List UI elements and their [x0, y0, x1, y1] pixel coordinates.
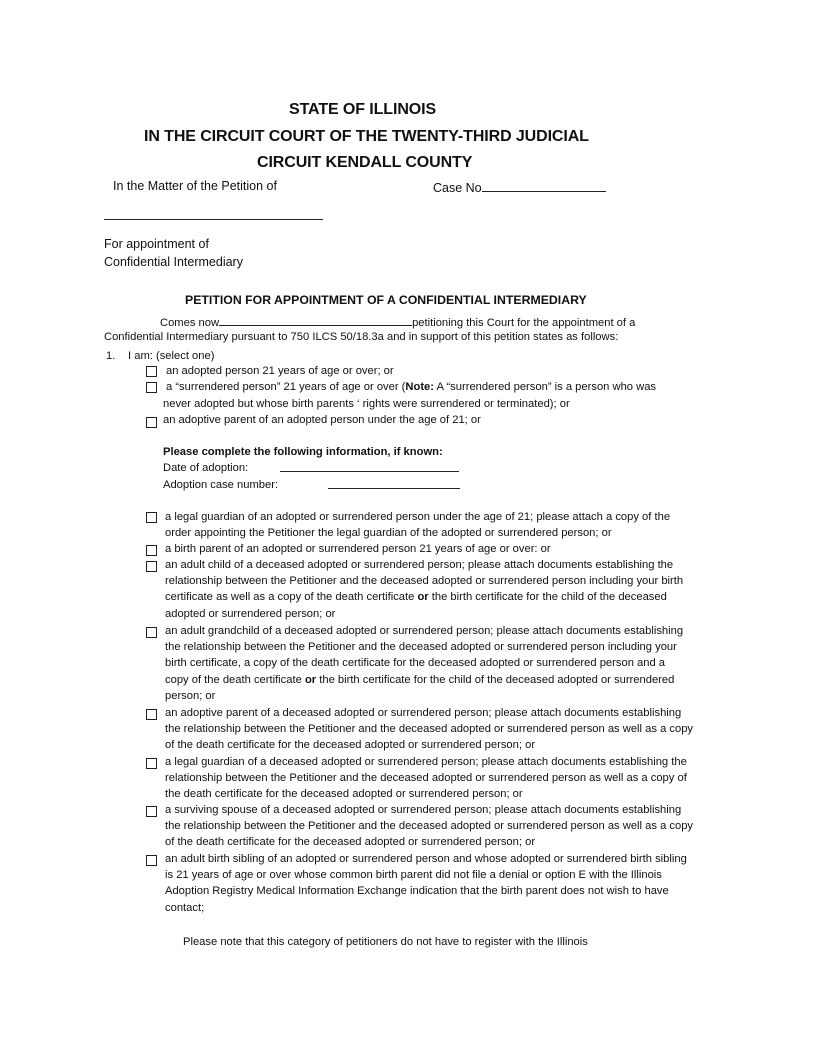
line: the relationship between the Petitioner and the deceased adopted or surrendered person including your: [165, 641, 677, 654]
option-adopted-person-checkbox[interactable]: [146, 366, 157, 377]
adoption-case-number-label: Adoption case number:: [163, 479, 279, 491]
option-surrendered-person-text: [166, 379, 656, 395]
option-legal-guardian-deceased-checkbox[interactable]: [146, 758, 157, 769]
line: [165, 589, 755, 605]
option-legal-guardian-text: [165, 509, 755, 541]
line: person; or: [165, 689, 216, 702]
option-adoptive-parent-deceased-checkbox[interactable]: [146, 709, 157, 720]
text: certificate as well as a copy of the death certificate: [165, 591, 418, 604]
line: adopted or surrendered person; or: [165, 607, 336, 620]
line: an adult child of a deceased adopted or surrendered person; please attach documents establishing the: [165, 559, 674, 571]
court-heading-line1: IN THE CIRCUIT COURT OF THE TWENTY-THIRD JUDICIAL: [144, 128, 589, 145]
option-adoptive-parent-checkbox[interactable]: [146, 417, 157, 428]
date-of-adoption-line[interactable]: [280, 471, 459, 472]
option-birth-parent-text: [165, 541, 755, 557]
text: copy of the death certificate: [165, 673, 305, 686]
for-appointment-label: For appointment of: [104, 237, 209, 251]
or-emphasis: or: [304, 673, 317, 686]
line: an adoptive parent of a deceased adopted or surrendered person; please attach documents establishing: [165, 707, 682, 719]
petitioner-name-line[interactable]: [104, 219, 323, 220]
footer-note: Please note that this category of petitioners do not have to register with the Illinois: [183, 936, 588, 948]
option-birth-sibling-text: [165, 851, 755, 916]
option-legal-guardian-deceased-text: [165, 754, 755, 803]
option-adopted-person-text: an adopted person 21 years of age or over; or: [166, 365, 394, 377]
option-birth-sibling-checkbox[interactable]: [146, 855, 157, 866]
comes-now-text: Comes now: [160, 317, 220, 329]
date-of-adoption-label: Date of adoption:: [163, 462, 249, 474]
line: relationship between the Petitioner and the deceased adopted or surrendered person as well as a copy of: [165, 772, 687, 785]
intro-line2: Confidential Intermediary pursuant to 750 ILCS 50/18.3a and in support of this petition states as follows:: [104, 331, 619, 343]
line: order appointing the Petitioner the legal guardian of the adopted or surrendered person; or: [165, 527, 612, 540]
line: contact;: [165, 901, 205, 914]
line: a legal guardian of a deceased adopted or surrendered person; please attach documents establishing the: [165, 756, 687, 768]
option-adult-grandchild-checkbox[interactable]: [146, 627, 157, 638]
line: of the death certificate for the deceased adopted or surrendered person; or: [165, 836, 536, 849]
note-label: Note:: [405, 381, 435, 393]
i-am-label: I am: (select one): [128, 350, 215, 362]
surrendered-text-pre: a “surrendered person” 21 years of age or over (: [166, 381, 406, 393]
line: relationship between the Petitioner and the deceased adopted or surrendered person including your birth: [165, 575, 684, 588]
option-adoptive-parent-text: an adoptive parent of an adopted person under the age of 21; or: [163, 414, 481, 426]
line: an adult grandchild of a deceased adopted or surrendered person; please attach documents establishing: [165, 625, 684, 637]
petitioning-text: petitioning this Court for the appointment of a: [412, 317, 636, 329]
option-surrendered-person-line2: never adopted but whose birth parents ‘ rights were surrendered or terminated); or: [163, 398, 570, 410]
case-number-line[interactable]: [482, 179, 606, 192]
petitioner-blank[interactable]: [219, 314, 412, 326]
item-number: 1.: [106, 350, 116, 362]
matter-label: In the Matter of the Petition of: [113, 179, 277, 193]
surrendered-text-post: A “surrendered person” is a person who was: [434, 381, 657, 393]
text: the birth certificate for the child of the deceased: [428, 591, 667, 604]
or-emphasis: or: [417, 591, 429, 604]
line: a birth parent of an adopted or surrendered person 21 years of age or over: or: [165, 543, 551, 555]
line: an adult birth sibling of an adopted or surrendered person and whose adopted or surrendered birth sibling: [165, 853, 687, 865]
option-surrendered-person-checkbox[interactable]: [146, 382, 157, 393]
line: a legal guardian of an adopted or surrendered person under the age of 21; please attach a copy of the: [165, 511, 671, 523]
petition-title: PETITION FOR APPOINTMENT OF A CONFIDENTIAL INTERMEDIARY: [185, 293, 587, 307]
option-adult-child-text: [165, 557, 755, 622]
info-heading: Please complete the following information, if known:: [163, 446, 443, 458]
line: of the death certificate for the deceased adopted or surrendered person; or: [165, 739, 536, 752]
intermediary-label: Confidential Intermediary: [104, 255, 243, 269]
line: [165, 672, 755, 688]
line: birth certificate, a copy of the death certificate for the deceased adopted or surrendered person and a: [165, 657, 666, 670]
adoption-case-number-line[interactable]: [328, 488, 460, 489]
line: is 21 years of age or over whose common birth parent did not file a denial or option E with the Illinois: [165, 869, 662, 882]
option-surviving-spouse-checkbox[interactable]: [146, 806, 157, 817]
line: the death certificate for the deceased adopted or surrendered person; or: [165, 788, 523, 801]
line: a surviving spouse of a deceased adopted or surrendered person; please attach documents establishing: [165, 804, 682, 816]
state-heading: STATE OF ILLINOIS: [289, 101, 437, 118]
option-birth-parent-checkbox[interactable]: [146, 545, 157, 556]
court-heading-line2: CIRCUIT KENDALL COUNTY: [257, 154, 473, 171]
option-legal-guardian-checkbox[interactable]: [146, 512, 157, 523]
line: the relationship between the Petitioner and the deceased adopted or surrendered person as well as a copy: [165, 820, 694, 833]
option-adult-grandchild-text: [165, 623, 755, 704]
option-adult-child-checkbox[interactable]: [146, 561, 157, 572]
line: the relationship between the Petitioner and the deceased adopted or surrendered person as well as a copy: [165, 723, 694, 736]
case-number-field[interactable]: [433, 179, 606, 195]
case-number-label: Case No: [433, 181, 482, 195]
line: Adoption Registry Medical Information Exchange indication that the birth parent does not wish to have: [165, 885, 669, 898]
option-adoptive-parent-deceased-text: [165, 705, 755, 754]
text: the birth certificate for the child of the deceased adopted or surrendered: [316, 673, 675, 686]
option-surviving-spouse-text: [165, 802, 755, 851]
